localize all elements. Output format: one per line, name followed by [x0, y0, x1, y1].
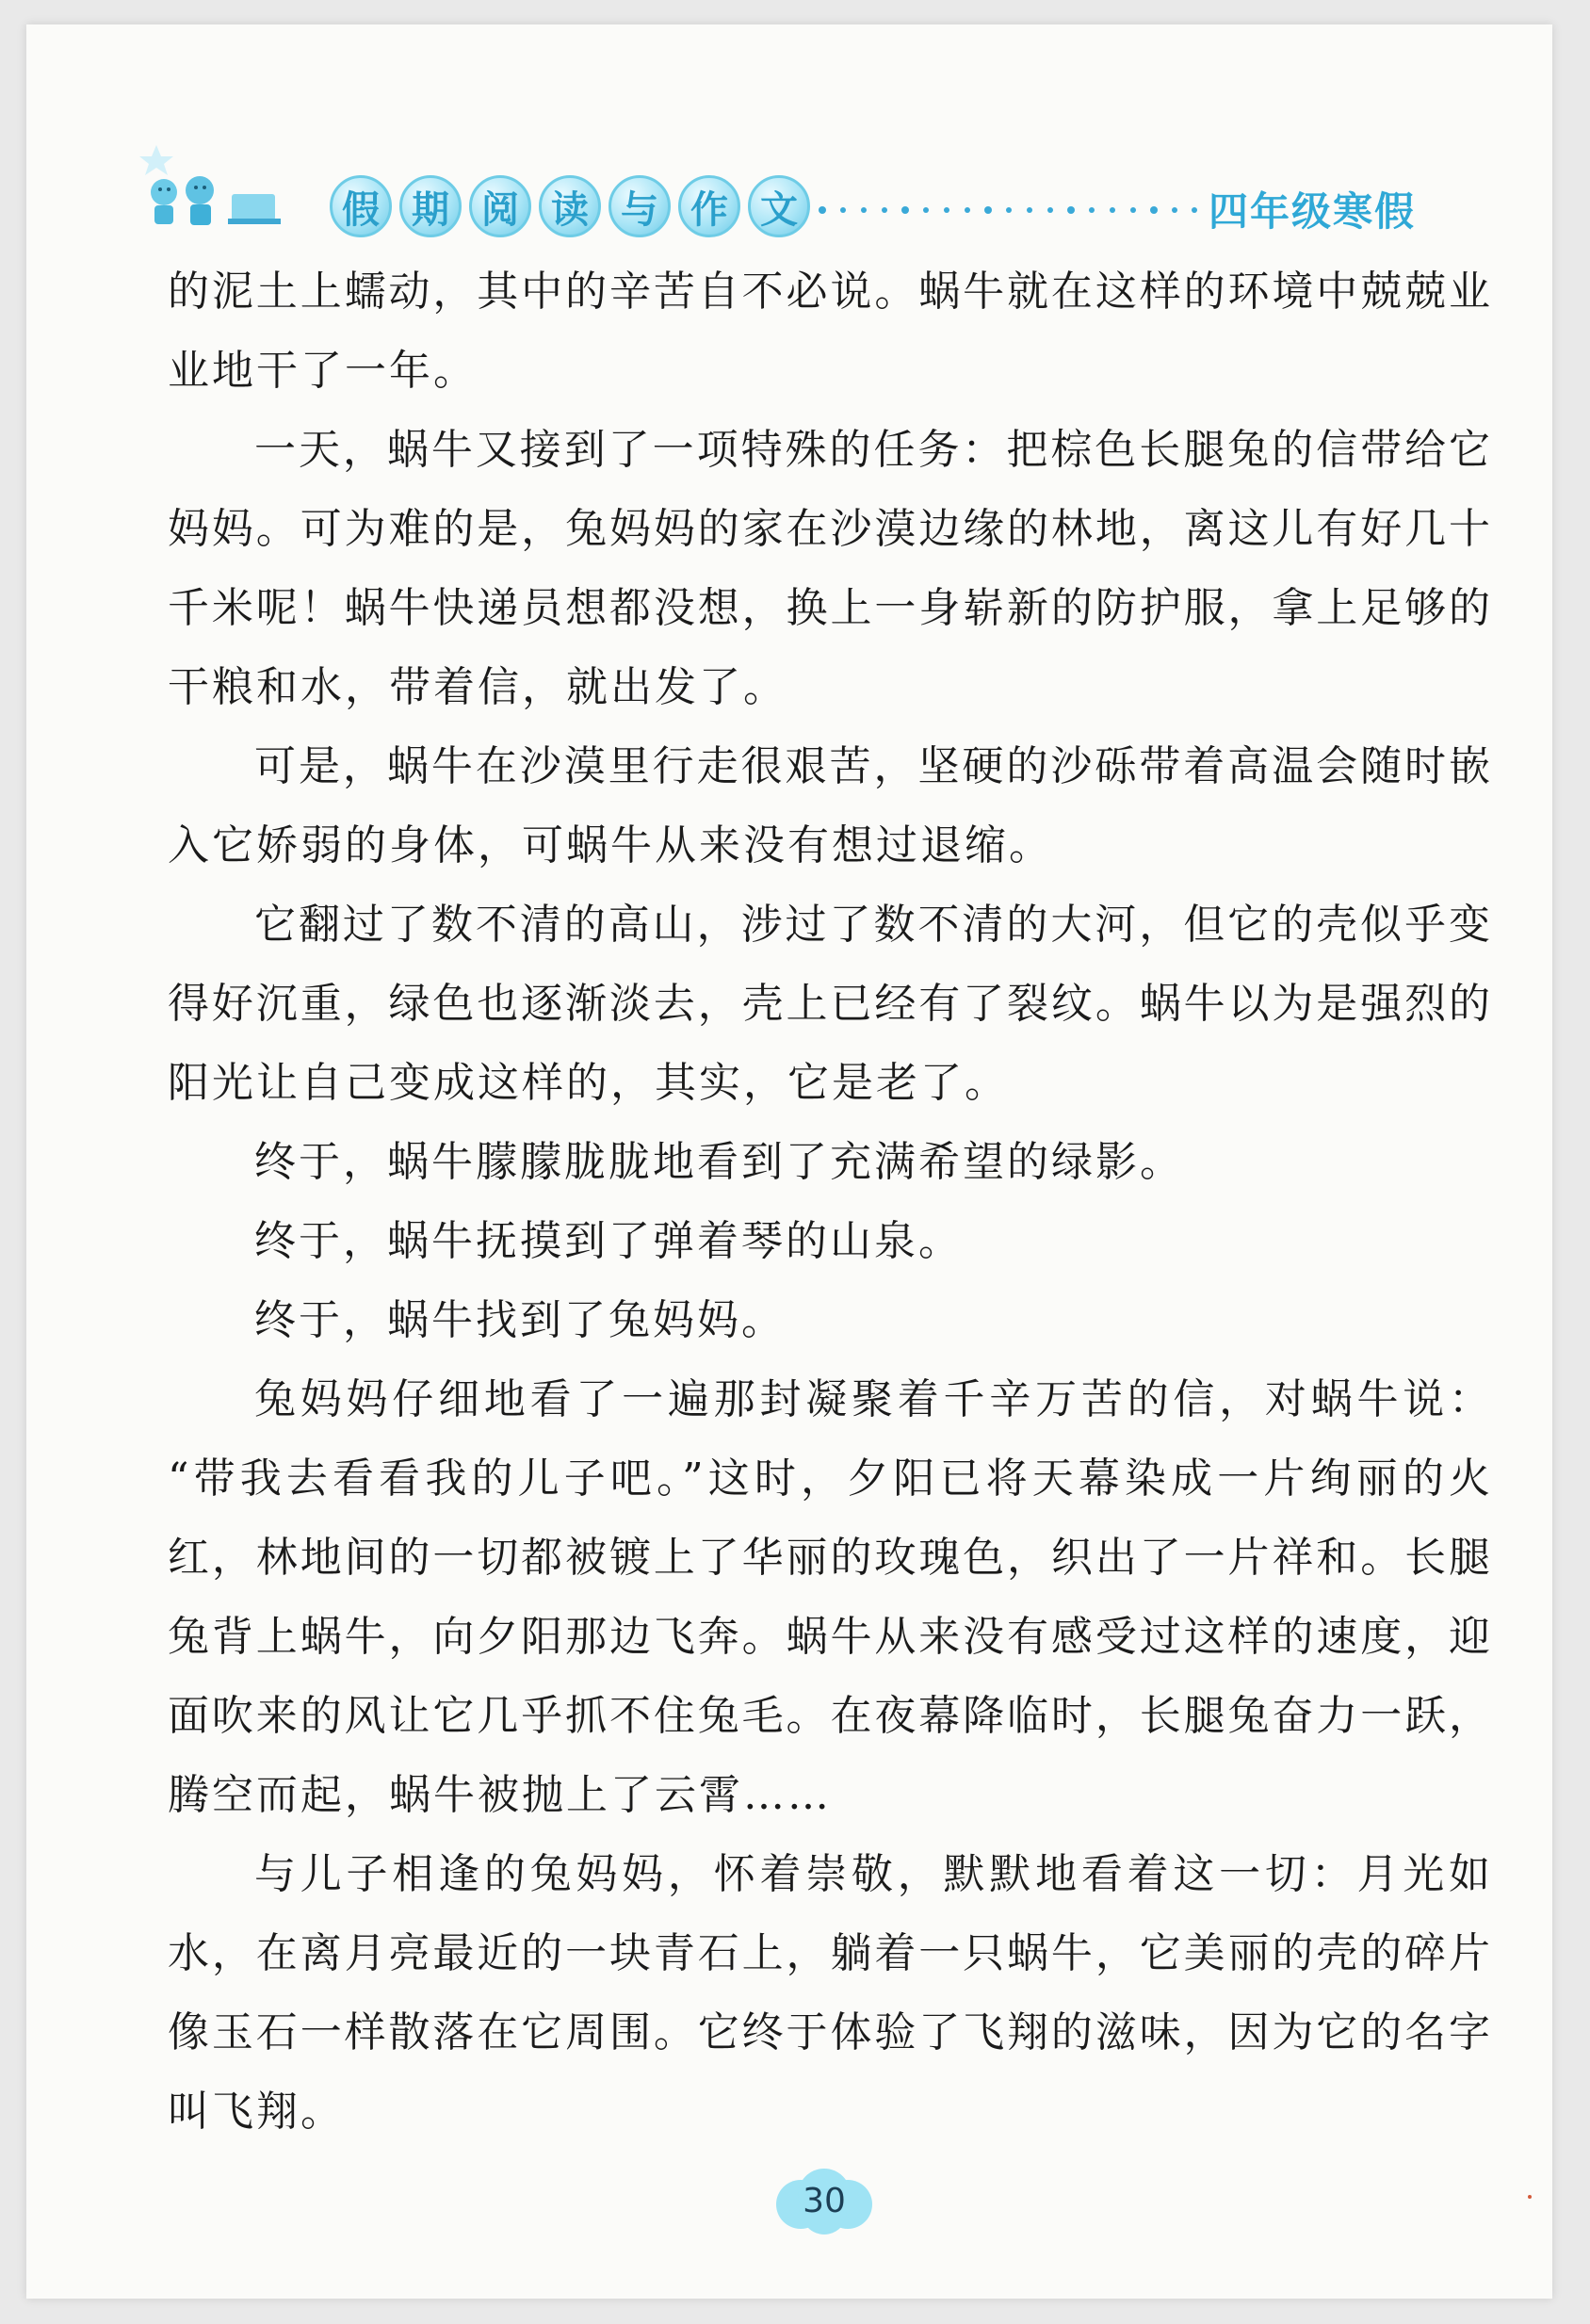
series-title-char: 期	[399, 175, 462, 237]
series-title-char: 阅	[469, 175, 531, 237]
book-page	[26, 24, 1552, 2299]
series-title	[330, 175, 810, 237]
text-line: 面吹来的风让它几乎抓不住兔毛。在夜幕降临时，长腿兔奋力一跃，	[168, 1692, 1490, 1740]
kids-logo-illustration	[138, 136, 298, 230]
text-line: 的泥土上蠕动，其中的辛苦自不必说。蜗牛就在这样的环境中兢兢业	[168, 268, 1490, 316]
grade-label: 四年级寒假	[1209, 188, 1417, 235]
text-line: 终于，蜗牛朦朦胧胧地看到了充满希望的绿影。	[254, 1138, 1184, 1186]
print-mark	[1528, 2195, 1532, 2199]
series-title-char: 读	[539, 175, 601, 237]
text-line: 可是，蜗牛在沙漠里行走很艰苦，坚硬的沙砾带着高温会随时嵌	[254, 742, 1490, 790]
text-line: 妈妈。可为难的是，兔妈妈的家在沙漠边缘的林地，离这儿有好几十	[168, 505, 1490, 553]
story-text	[168, 252, 1490, 2152]
text-line: 叫飞翔。	[168, 2088, 345, 2136]
series-title-char: 与	[608, 175, 671, 237]
text-line: 千米呢！蜗牛快递员想都没想，换上一身崭新的防护服，拿上足够的	[168, 584, 1490, 632]
page-header	[26, 24, 1552, 235]
text-line: 得好沉重，绿色也逐渐淡去，壳上已经有了裂纹。蜗牛以为是强烈的	[168, 980, 1490, 1028]
series-title-char: 作	[678, 175, 740, 237]
text-line: 兔妈妈仔细地看了一遍那封凝聚着千辛万苦的信，对蜗牛说：	[254, 1375, 1490, 1423]
text-line: 入它娇弱的身体，可蜗牛从来没有想过退缩。	[168, 821, 1053, 869]
text-line: 兔背上蜗牛，向夕阳那边飞奔。蜗牛从来没有感受过这样的速度，迎	[168, 1613, 1490, 1661]
header-dotted-divider	[818, 205, 1199, 215]
text-line: 终于，蜗牛抚摸到了弹着琴的山泉。	[254, 1217, 963, 1265]
text-line: 腾空而起，蜗牛被抛上了云霄……	[168, 1771, 832, 1819]
series-title-char: 文	[748, 175, 810, 237]
page-number: 30	[803, 2182, 846, 2220]
text-line: 干粮和水，带着信，就出发了。	[168, 663, 787, 711]
text-line: 与儿子相逢的兔妈妈，怀着崇敬，默默地看着这一切：月光如	[254, 1850, 1490, 1898]
text-line: 一天，蜗牛又接到了一项特殊的任务：把棕色长腿兔的信带给它	[254, 426, 1490, 474]
text-line: 阳光让自己变成这样的，其实，它是老了。	[168, 1059, 1009, 1107]
text-line: “带我去看看我的儿子吧。”这时，夕阳已将天幕染成一片绚丽的火	[168, 1455, 1490, 1503]
text-line: 红，林地间的一切都被镀上了华丽的玫瑰色，织出了一片祥和。长腿	[168, 1534, 1490, 1582]
text-line: 像玉石一样散落在它周围。它终于体验了飞翔的滋味，因为它的名字	[168, 2008, 1490, 2056]
series-title-char: 假	[330, 175, 392, 237]
page-number-badge	[772, 2167, 876, 2236]
text-line: 水，在离月亮最近的一块青石上，躺着一只蜗牛，它美丽的壳的碎片	[168, 1929, 1490, 1977]
text-line: 终于，蜗牛找到了兔妈妈。	[254, 1296, 786, 1344]
text-line: 业地干了一年。	[168, 347, 478, 395]
text-line: 它翻过了数不清的高山，涉过了数不清的大河，但它的壳似乎变	[254, 901, 1490, 949]
